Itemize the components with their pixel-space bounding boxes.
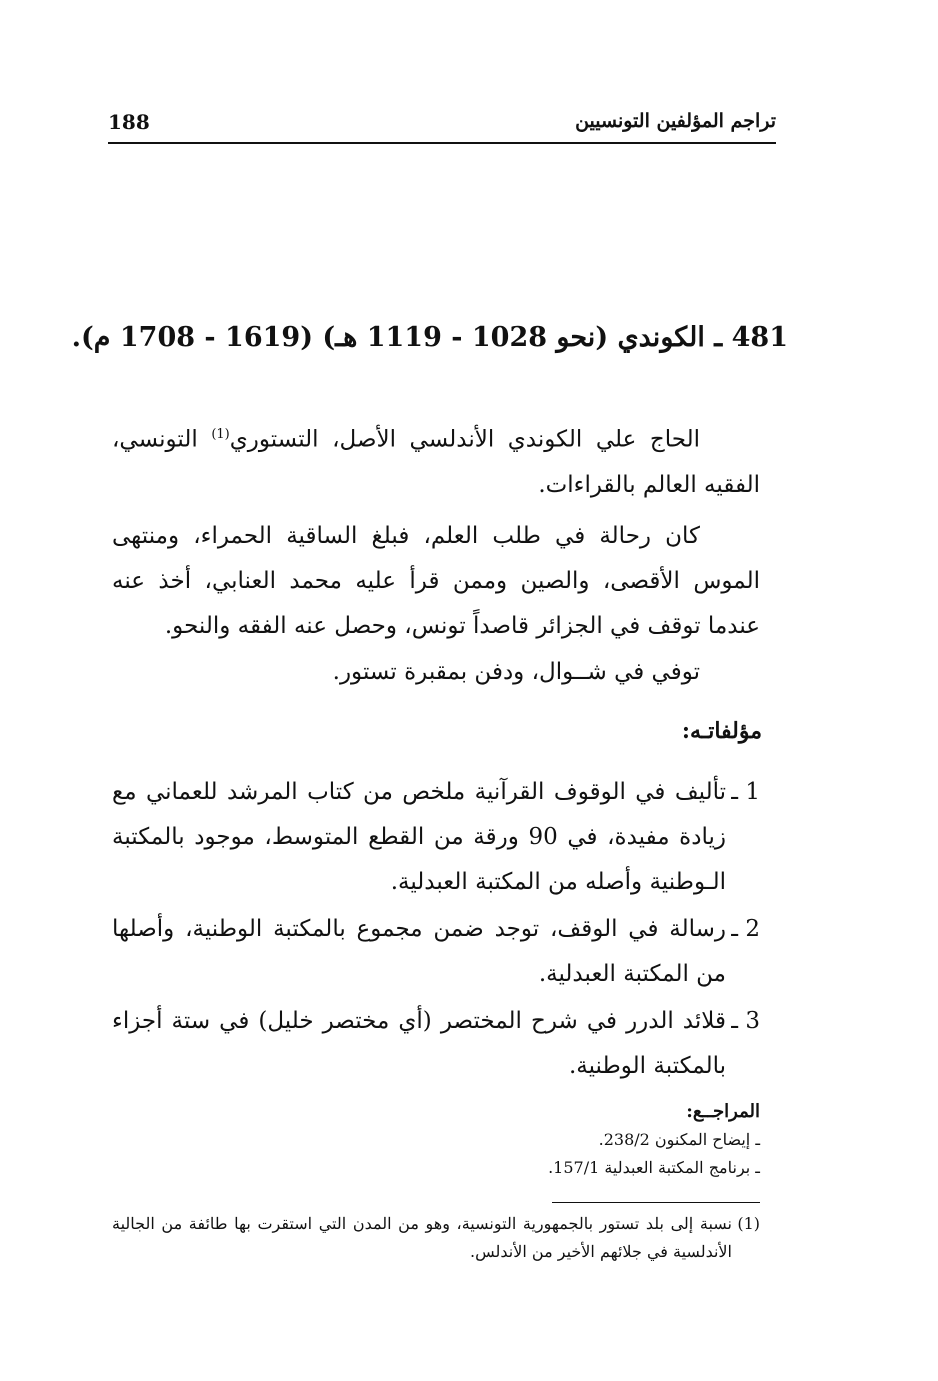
work-text: رسالة في الوقف، توجد ضمن مجموع بالمكتبة الوطنية، وأصلها من المكتبة العبدلية. <box>112 916 726 987</box>
work-text: تأليف في الوقوف القرآنية ملخص من كتاب المرشد للعماني مع زيادة مفيدة، في 90 ورقة من القطع المتوسط، موجود بالمكتبة الـوطنية وأصله من المكتبة العبدلية. <box>112 779 726 895</box>
list-item <box>112 999 760 1089</box>
intro-text-b: التونسي، الفقيه العالم بالقراءات. <box>112 426 760 498</box>
entry-biography <box>112 412 760 508</box>
entry-title: 481 ـ الكوندي (نحو 1028 - 1119 هـ) (1619 - 1708 م). <box>71 322 788 353</box>
footnote <box>112 1210 760 1266</box>
works-list <box>112 770 760 1091</box>
page-number: 188 <box>108 110 150 134</box>
references <box>548 1098 760 1182</box>
list-item <box>112 770 760 905</box>
list-item <box>112 907 760 997</box>
work-text: قلائد الدرر في شرح المختصر (أي مختصر خليل) في ستة أجزاء بالمكتبة الوطنية. <box>112 1008 726 1079</box>
running-title: تراجم المؤلفين التونسيين <box>575 110 776 132</box>
footnote-marker: (1) <box>211 427 230 442</box>
paragraph-travels: كان رحالة في طلب العلم، فبلغ الساقية الحمراء، ومنتهى الموس الأقصى، والصين وممن قرأ عليه محمد العنابي، أخذ عنه عندما توقف في الجزائر قاصداً تونس، وحصل عنه الفقه والنحو. <box>112 523 760 639</box>
entry-travels <box>112 514 760 649</box>
footnote-body <box>112 1210 760 1266</box>
footnote-divider <box>552 1202 760 1203</box>
footnote-text: نسبة إلى بلد تستور بالجمهورية التونسية، وهو من المدن التي استقرت بها طائفة من الجالية الأندلسية في جلائهم الأخير من الأندلس. <box>112 1214 732 1261</box>
work-number: 2 ـ <box>731 916 760 942</box>
paragraph-death: توفي في شــوال، ودفن بمقبرة تستور. <box>332 659 700 685</box>
work-number: 3 ـ <box>731 1008 760 1034</box>
intro-text-a: الحاج علي الكوندي الأندلسي الأصل، التستوري <box>229 426 701 453</box>
reference-item: ـ إيضاح المكنون 238/2. <box>598 1130 760 1149</box>
paragraph-intro <box>112 412 760 508</box>
reference-item: ـ برنامج المكتبة العبدلية 157/1. <box>548 1158 760 1177</box>
page-header <box>108 108 776 144</box>
entry-death <box>112 650 760 695</box>
work-number: 1 ـ <box>731 779 760 805</box>
footnote-number: (1) <box>737 1214 760 1233</box>
references-heading: المراجــع: <box>686 1101 760 1122</box>
works-heading: مؤلفاتـه: <box>681 718 762 744</box>
